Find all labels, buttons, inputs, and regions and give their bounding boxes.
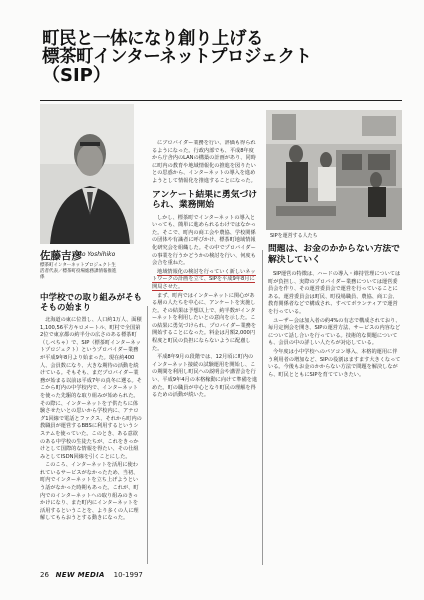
col2-heading: アンケート結果に勇気づけられ、業務開始 [152, 189, 258, 211]
column-2 [152, 140, 258, 565]
column-divider-1 [147, 306, 148, 564]
col2-underlined-text: 地域情報化の検討を行っていく新しいネットワークの計画を立て、SIPを平成9年8月に開局させた。 [152, 268, 256, 290]
col1-paragraph-b: このころ、インターネットを活用に使われているサービスがなかったため、当初、町内でインターネットを立ち上げようという話がなかった時期もあった。これが、町内でのインターネットへの取り組みのきっかけになり、また町内にインターネットを活用するということを、より多くの人に理解してもらおうとする動きになった。 [40, 462, 139, 522]
col2-paragraph-b: しかし、標茶町でインターネットの導入といっても、簡単に進められるわけではなかった。そこで、町内の商工会や農協、学校関係の団体や有識者に呼びかけ、標茶町地域情報化研究会を組織した。その中でプロバイダーの事業を行うかどうかの検討を行い、何度も会合を重ねた。 [152, 214, 256, 267]
team-photo-image [266, 110, 402, 230]
author-affiliation: 標茶町インターネットプロジェクト生活者代表／標茶町役場総務課情報推進係 [40, 263, 117, 280]
col1-paragraph: 北海道の東に位置し、人口約1万人、面積1,100,56平方キロメートル、町村で全国第2位で東京都の約半分の広さのある標茶町（しべちゃ）で、SIP（標茶町インターネットプロジェクト）というプロバイダー業務が平成9年8月より始まった。現在約400人、会員数になり、大きな期待の活動を続けている。そもそも、まだプロバイダー業務が始まる以前は平成7年の真冬に遡る。そこから町内の中学校内で、インターネットを使った先駆的な取り組みが始められた。その際に、インターネットを子供たちに体験させたいとの思いから学校内に、アナログ1回線で電話とファクス、それから町内の教職員が運営するBBSに利用するというシステムを使っていた。このとき、ある意欲のある中学校の生徒たちが、これをきっかけとして国際的な情報を得たい、その仕組みとしてISDN回線を引くことにした。 [40, 317, 142, 460]
page-footer [40, 571, 143, 579]
sip-team-photo [266, 110, 402, 230]
magazine-name: NEW MEDIA [55, 571, 105, 579]
page-number: 26 [40, 571, 49, 579]
col3-paragraph-c: 今年度は小中学校へのパソコン導入、本格的運用に伴う利用者の増加など、SIPの役割はますます大きくなっている。今後もお金のかからない方法で問題を解決しながら、町民とともにSIPを育てていきたい。 [268, 348, 401, 378]
col2-paragraph-d: 平成8年9月の段階では、12月頃に町内のインターネット接続の試験運用を開始し、この期間を利用し町民への説明会や講習会を行い、平成9年4月の本格稼動に向けて準備を進めた。町の職員が中心となり町民の理解を得るための活動が続いた。 [152, 354, 258, 399]
issue-date: 10-1997 [113, 571, 143, 579]
col3-paragraph-b: ユーザー会は加入者の約4%の有志で構成されており、毎月定例会を開き、SIPの運営方法、サービスの内容などについて話し合いを行っている。技術的な問題についても、会員の中の詳しい人たちが対応している。 [268, 317, 401, 347]
column-3 [268, 244, 402, 566]
photo-caption: SIPを運営する人たち [270, 233, 318, 239]
column-1 [40, 290, 142, 565]
title-line-3: （SIP） [42, 64, 111, 86]
author-name: 佐藤吉彦 [40, 250, 82, 262]
title-line-2: 標茶町インターネットプロジェクト [42, 47, 312, 68]
author-portrait [40, 104, 134, 244]
col3-heading: 問題は、お金のかからない方法で解決していく [268, 244, 400, 265]
portrait-image [40, 104, 134, 244]
lead-heading: 中学校での取り組みがそもそもの始まり [40, 293, 142, 313]
article-title [42, 30, 402, 86]
author-roman-name: Sato Yoshihiko [72, 251, 116, 258]
column-divider-2 [262, 250, 263, 565]
title-rule [40, 100, 402, 101]
col2-paragraph-c: まず、町内ではインターネットに関心がある層の人たちを中心に、アンケートを実施した。その結果は予想以上で、約半数がインターネットを利用したいとの意向を示した。この結果に勇気づけられ、プロバイダー業務を開始することになった。料金は月額2,000円程度と町民の負担にならないように配慮した。 [152, 292, 257, 352]
col3-paragraph: SIP運営の特徴は、ハードの導入・維持管理については町が負担し、実際のプロバイダー業務については運営委員会を作り、その運営委員会で運営を行っていることにある。運営委員会は町民、町役場職員、農協、商工会、教育関係者などで構成され、すべてボランティアで運営を行っている。 [268, 271, 401, 315]
col2-paragraph: にプロバイダー業務を行い、評価も得られるようになった。行政内部でも、平成8年度から庁舎内のLANの構築の計画があり、同時に町内の教育や地域情報化の推進を図りたいとの思惑から、インターネットの導入を進めようとして情報化を推進することになった。 [152, 140, 256, 184]
title-line-1: 町民と一体になり創り上げる [42, 29, 263, 49]
